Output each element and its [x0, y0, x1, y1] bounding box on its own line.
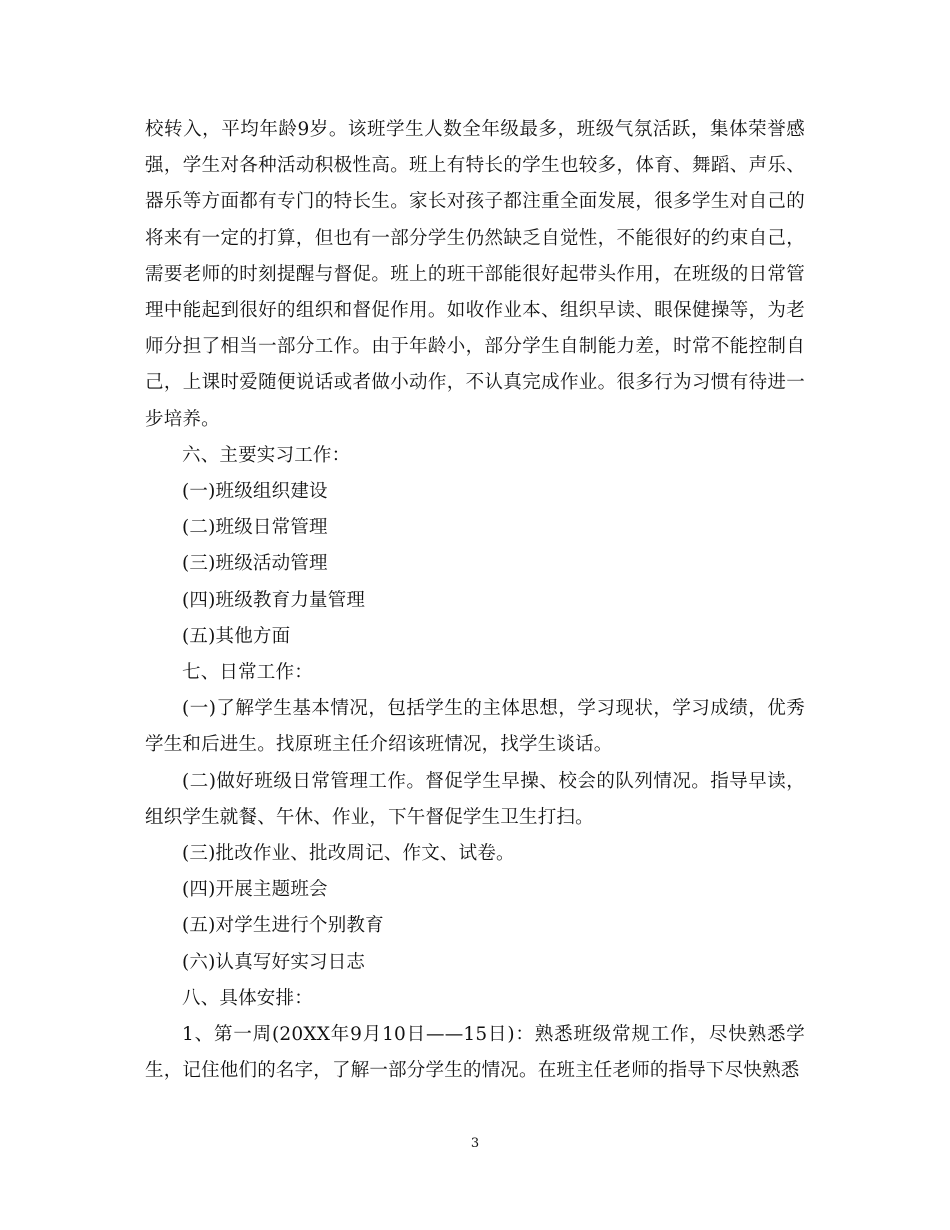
heading-main-internship-work: 六、主要实习工作： — [182, 444, 351, 466]
list-item-internship-log: (六)认真写好实习日志 — [182, 951, 366, 973]
page-number: 3 — [470, 1136, 480, 1151]
list-item-other-aspects: (五)其他方面 — [182, 625, 291, 647]
list-item-activity-management: (三)班级活动管理 — [182, 553, 328, 575]
list-item-grading: (三)批改作业、批改周记、作文、试卷。 — [182, 843, 515, 865]
list-item-daily-class-work: (二)做好班级日常管理工作。督促学生早操、校会的队列情况。指导早读，组织学生就餐、午休、作业，下午督促学生卫生打扫。 — [145, 770, 805, 828]
document-body — [145, 112, 805, 1089]
list-item-theme-meeting: (四)开展主题班会 — [182, 879, 328, 901]
heading-specific-arrangement: 八、具体安排： — [182, 987, 313, 1009]
list-item-understand-students: (一)了解学生基本情况，包括学生的主体思想，学习现状，学习成绩，优秀学生和后进生。找原班主任介绍该班情况，找学生谈话。 — [145, 698, 805, 756]
paragraph-week-one: 1、第一周(20XX年9月10日——15日)：熟悉班级常规工作，尽快熟悉学生，记住他们的名字，了解一部分学生的情况。在班主任老师的指导下尽快熟悉 — [145, 1024, 805, 1082]
heading-daily-work: 七、日常工作： — [182, 662, 313, 684]
list-item-individual-education: (五)对学生进行个别教育 — [182, 915, 384, 937]
paragraph-class-description: 校转入，平均年龄9岁。该班学生人数全年级最多，班级气氛活跃，集体荣誉感强，学生对各种活动积极性高。班上有特长的学生也较多，体育、舞蹈、声乐、器乐等方面都有专门的特长生。家长对孩子都注重全面发展，很多学生对自己的将来有一定的打算，但也有一部分学生仍然缺乏自觉性，不能很好的约束自己，需要老师的时刻提醒与督促。班上的班干部能很好起带头作用，在班级的日常管理中能起到很好的组织和督促作用。如收作业本、组织早读、眼保健操等，为老师分担了相当一部分工作。由于年龄小，部分学生自制能力差，时常不能控制自己，上课时爱随便说话或者做小动作，不认真完成作业。很多行为习惯有待进一步培养。 — [145, 119, 805, 430]
list-item-education-force: (四)班级教育力量管理 — [182, 589, 366, 611]
list-item-daily-management: (二)班级日常管理 — [182, 517, 328, 539]
list-item-class-organization: (一)班级组织建设 — [182, 481, 328, 503]
